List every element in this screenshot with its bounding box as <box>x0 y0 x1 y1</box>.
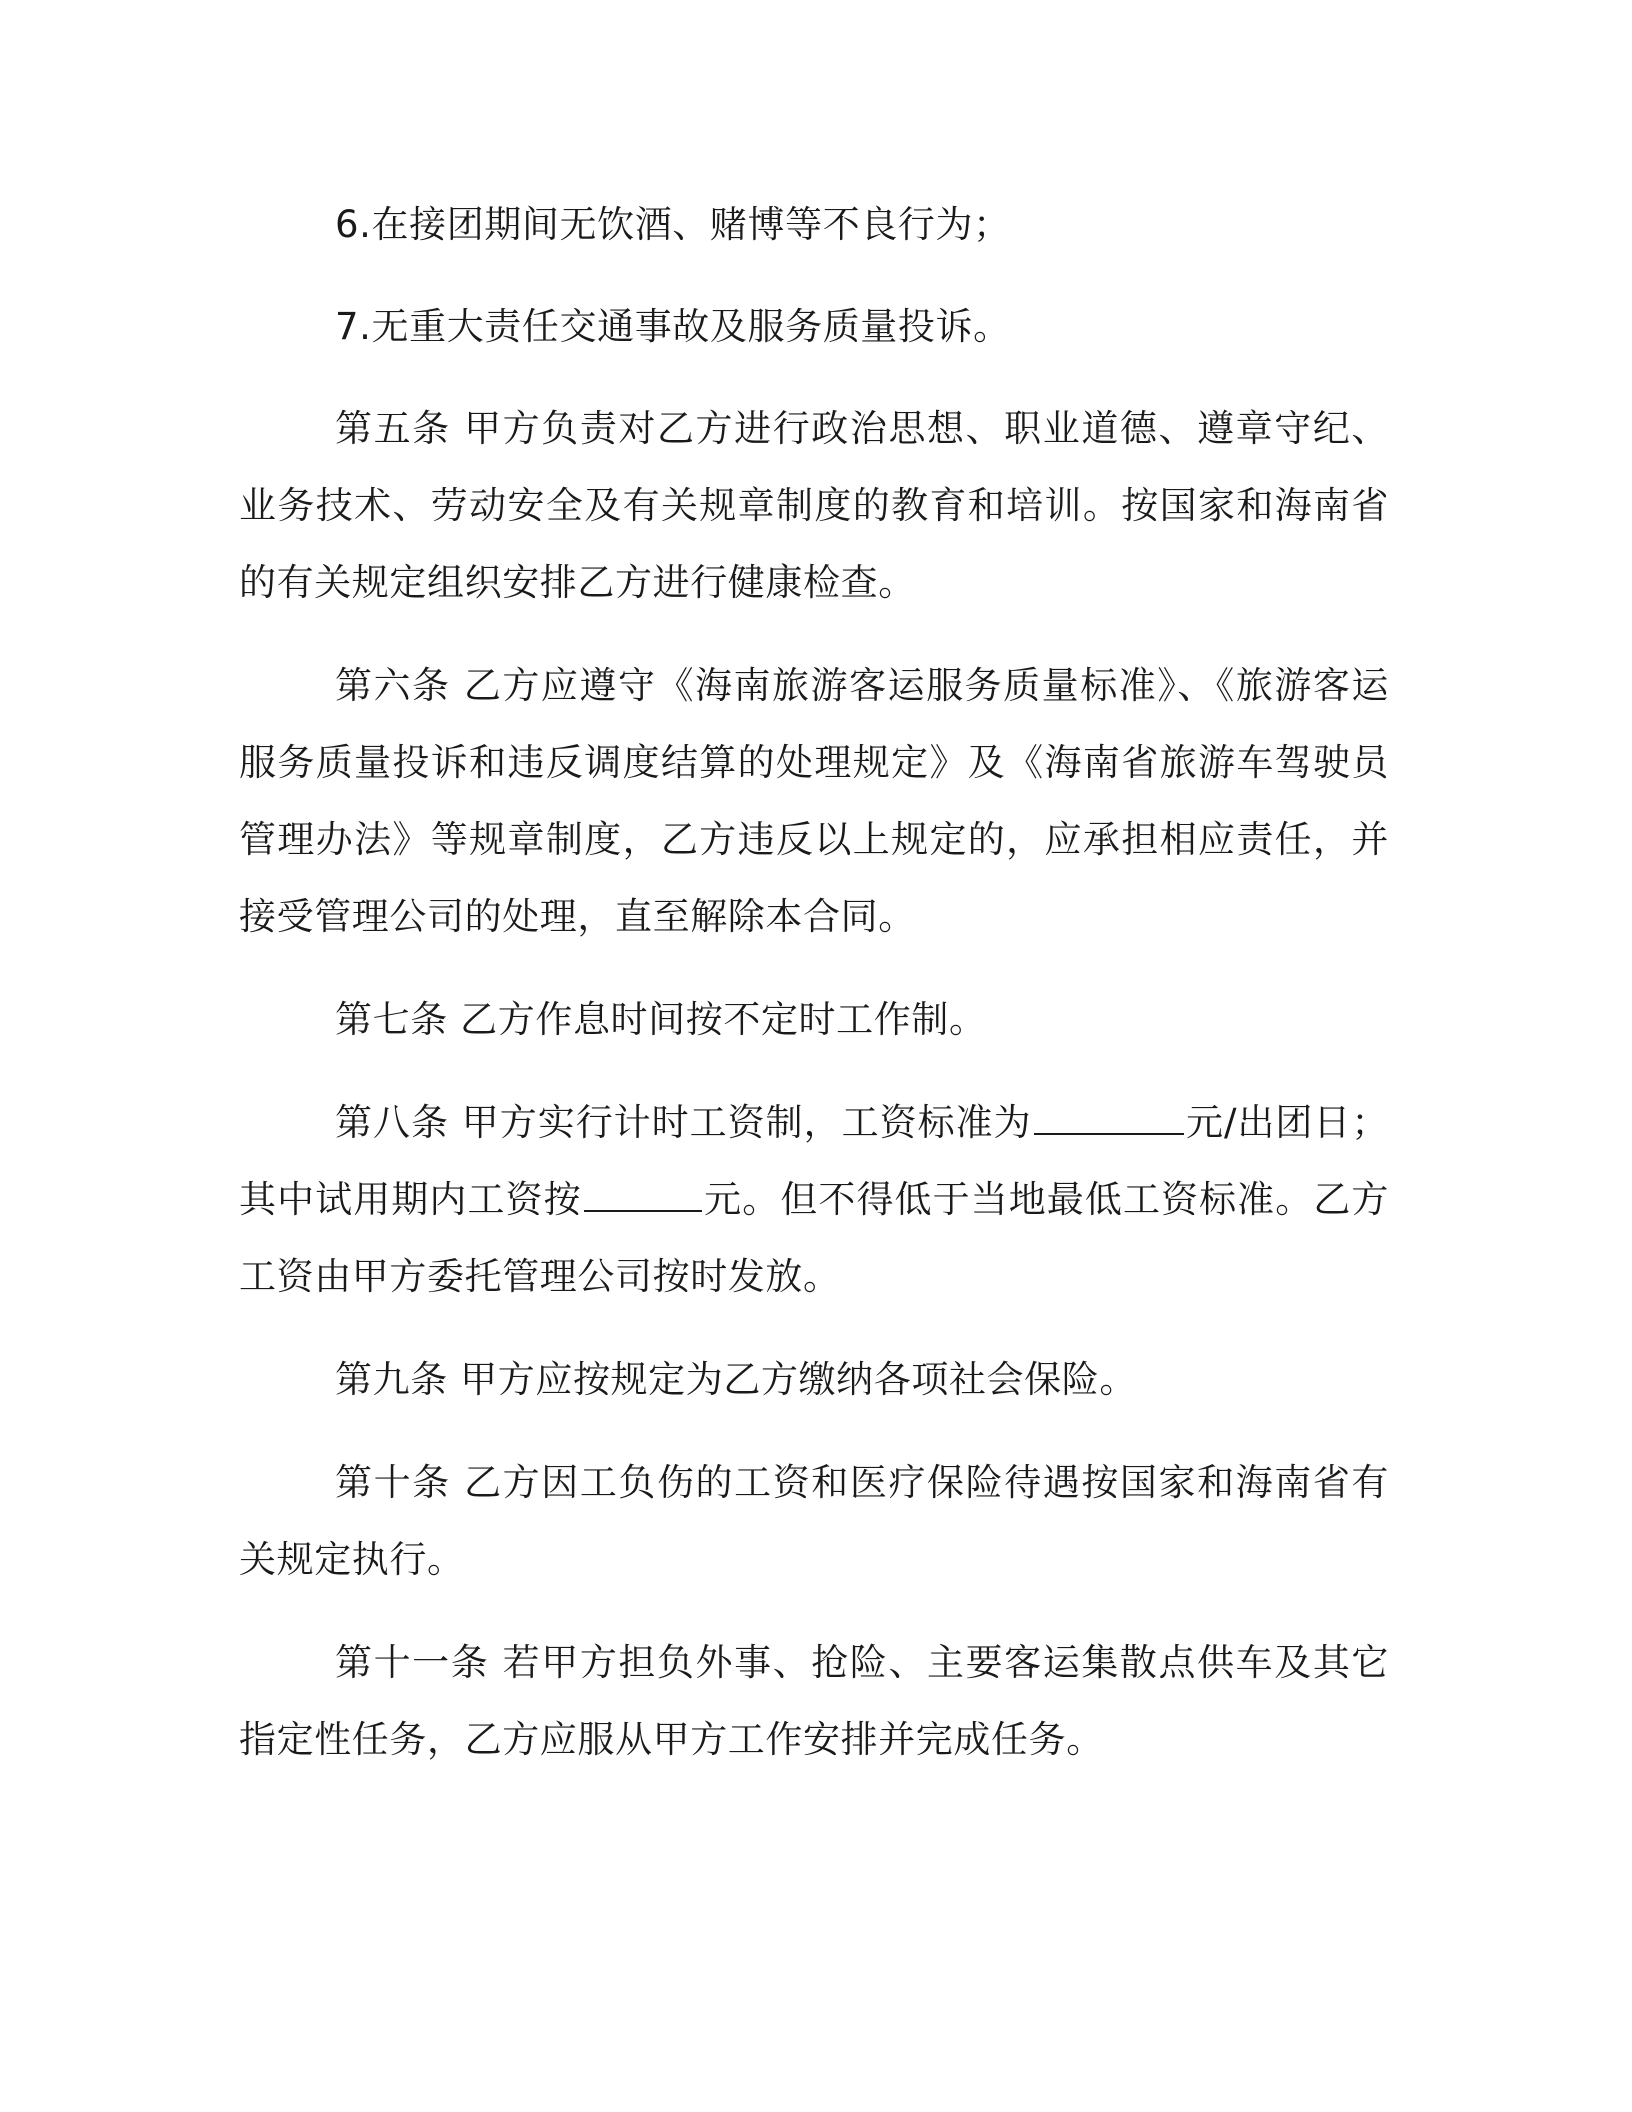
article-8-text-2: 元/出团日；其中试用期内工资按 <box>239 1101 1389 1221</box>
article-7: 第七条 乙方作息时间按不定时工作制。 <box>335 998 987 1041</box>
article-6: 第六条 乙方应遵守《海南旅游客运服务质量标准》、《旅游客运服务质量投诉和违反调度结算的处理规定》及《海南省旅游车驾驶员管理办法》等规章制度，乙方违反以上规定的，应承担相应责任，并接受管理公司的处理，直至解除本合同。 <box>239 664 1389 938</box>
article-9: 第九条 甲方应按规定为乙方缴纳各项社会保险。 <box>335 1358 1137 1401</box>
article-11: 第十一条 若甲方担负外事、抢险、主要客运集散点供车及其它指定性任务，乙方应服从甲方工作安排并完成任务。 <box>239 1641 1389 1761</box>
article-8-text-1: 第八条 甲方实行计时工资制，工资标准为 <box>335 1101 1032 1144</box>
clause-item-6: 6.在接团期间无饮酒、赌博等不良行为； <box>335 203 1011 246</box>
article-8 <box>239 1084 1389 1315</box>
document-body <box>239 186 1389 1778</box>
probation-wage-blank <box>584 1180 702 1212</box>
wage-standard-blank <box>1034 1103 1184 1135</box>
article-8-text-3: 元。但不得低于当地最低工资标准。乙方工资由甲方委托管理公司按时发放。 <box>239 1178 1389 1298</box>
article-5: 第五条 甲方负责对乙方进行政治思想、职业道德、遵章守纪、业务技术、劳动安全及有关规章制度的教育和培训。按国家和海南省的有关规定组织安排乙方进行健康检查。 <box>239 407 1389 604</box>
clause-item-7: 7.无重大责任交通事故及服务质量投诉。 <box>335 305 1011 348</box>
article-10: 第十条 乙方因工负伤的工资和医疗保险待遇按国家和海南省有关规定执行。 <box>239 1461 1389 1581</box>
